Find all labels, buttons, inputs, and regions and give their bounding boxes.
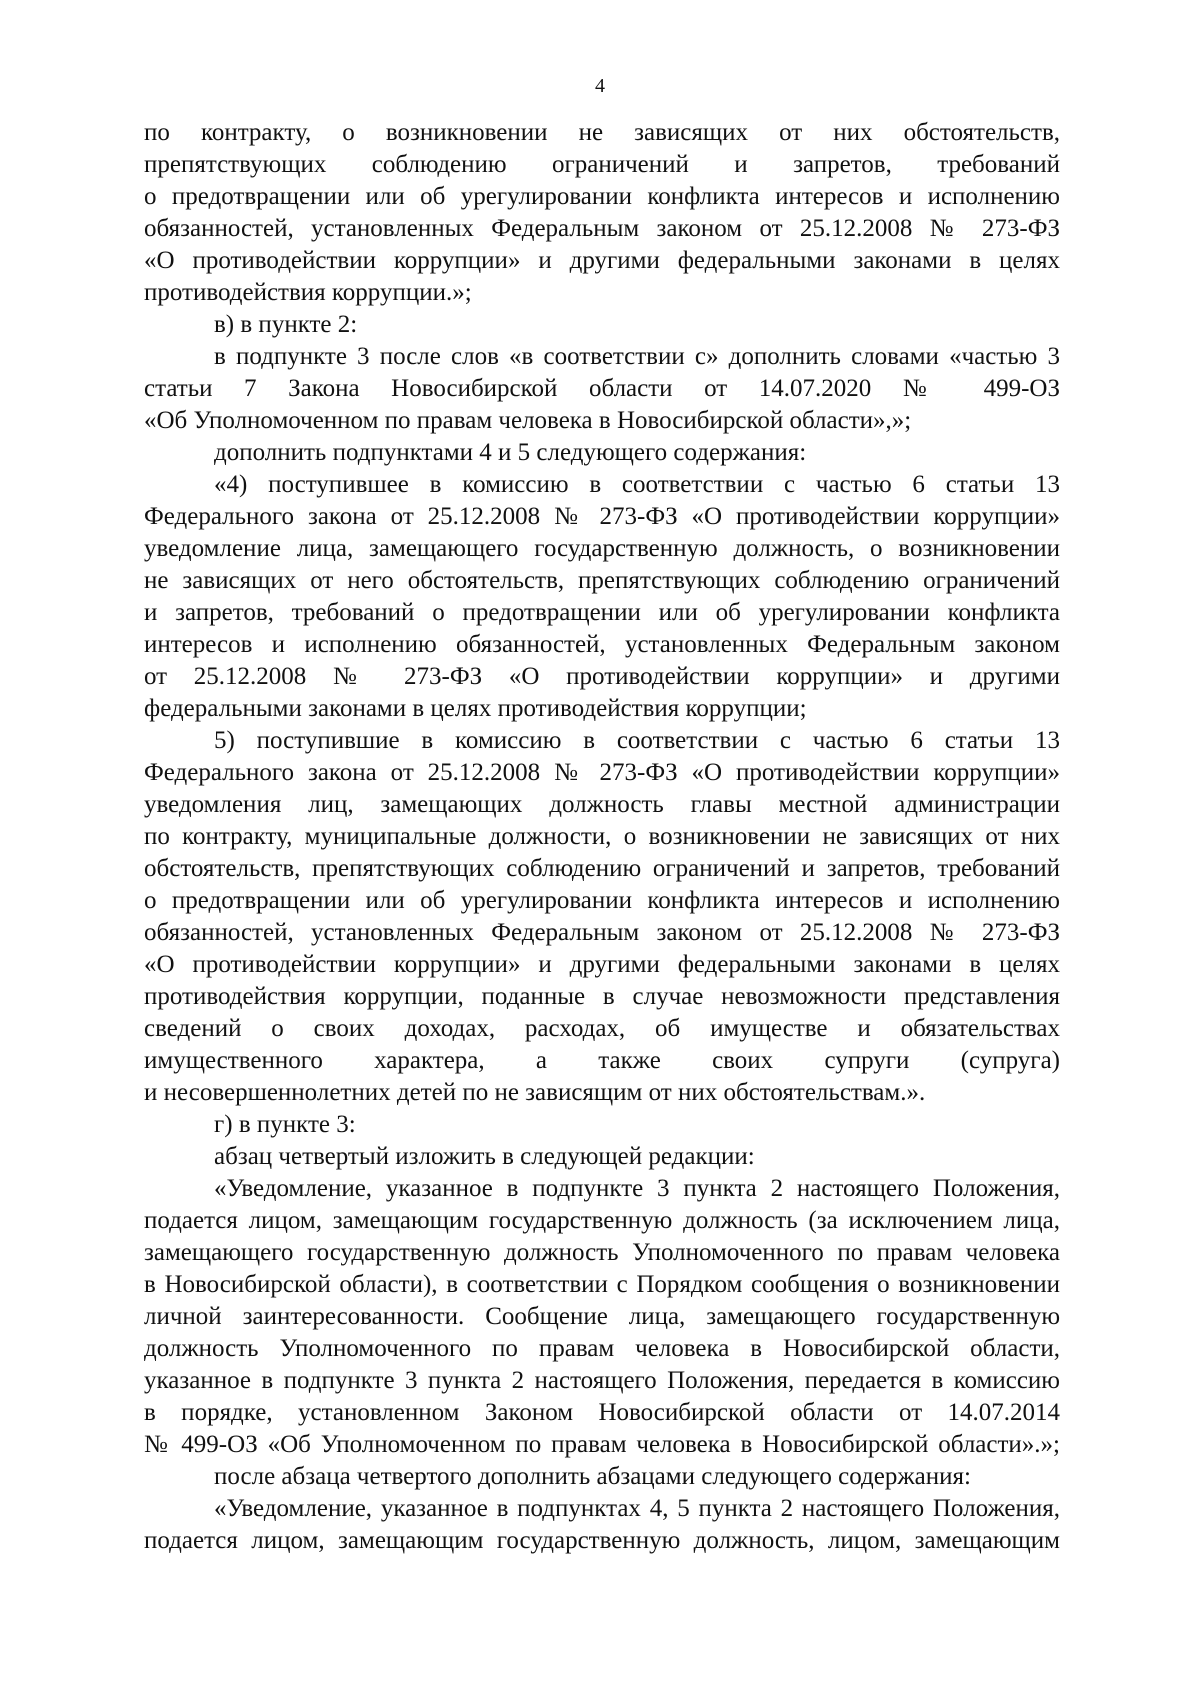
text-line: статьи 7 Закона Новосибирской области от 14.07.2020 № 499-ОЗ — [144, 375, 1060, 402]
text-line: обязанностей, установленных Федеральным законом от 25.12.2008 № 273-ФЗ — [144, 919, 1060, 946]
text-line: противодействия коррупции, поданные в случае невозможности представления — [144, 983, 1060, 1010]
text-line: по контракту, о возникновении не зависящих от них обстоятельств, — [144, 119, 1060, 146]
text-line: обязанностей, установленных Федеральным законом от 25.12.2008 № 273-ФЗ — [144, 215, 1060, 242]
text-line: федеральными законами в целях противодействия коррупции; — [144, 695, 807, 722]
text-line: от 25.12.2008 № 273-ФЗ «О противодействии коррупции» и другими — [144, 663, 1060, 690]
text-line: не зависящих от него обстоятельств, препятствующих соблюдению ограничений — [144, 567, 1060, 594]
text-line: обстоятельств, препятствующих соблюдению ограничений и запретов, требований — [144, 855, 1060, 882]
text-line: «Уведомление, указанное в подпунктах 4, 5 пункта 2 настоящего Положения, — [214, 1495, 1060, 1522]
text-line: абзац четвертый изложить в следующей редакции: — [214, 1143, 755, 1170]
text-line: № 499-ОЗ «Об Уполномоченном по правам человека в Новосибирской области».»; — [144, 1431, 1060, 1458]
text-line: «Уведомление, указанное в подпункте 3 пункта 2 настоящего Положения, — [214, 1175, 1060, 1202]
text-line: в подпункте 3 после слов «в соответствии с» дополнить словами «частью 3 — [214, 343, 1060, 370]
text-line: имущественного характера, а также своих супруги (супруга) — [144, 1047, 1060, 1074]
text-line: указанное в подпункте 3 пункта 2 настоящего Положения, передается в комиссию — [144, 1367, 1060, 1394]
text-line: в порядке, установленном Законом Новосибирской области от 14.07.2014 — [144, 1399, 1060, 1426]
text-line: уведомление лица, замещающего государственную должность, о возникновении — [144, 535, 1060, 562]
text-line: Федерального закона от 25.12.2008 № 273-ФЗ «О противодействии коррупции» — [144, 503, 1060, 530]
text-line: г) в пункте 3: — [214, 1111, 356, 1138]
body-text — [144, 117, 1060, 1557]
text-line: «О противодействии коррупции» и другими федеральными законами в целях — [144, 951, 1060, 978]
text-line: «4) поступившее в комиссию в соответствии с частью 6 статьи 13 — [214, 471, 1060, 498]
text-line: противодействия коррупции.»; — [144, 279, 472, 306]
text-line: уведомления лиц, замещающих должность главы местной администрации — [144, 791, 1060, 818]
text-line: интересов и исполнению обязанностей, установленных Федеральным законом — [144, 631, 1060, 658]
text-line: о предотвращении или об урегулировании конфликта интересов и исполнению — [144, 183, 1060, 210]
text-line: препятствующих соблюдению ограничений и запретов, требований — [144, 151, 1060, 178]
text-line: по контракту, муниципальные должности, о возникновении не зависящих от них — [144, 823, 1060, 850]
page-number: 4 — [595, 75, 605, 97]
text-line: о предотвращении или об урегулировании конфликта интересов и исполнению — [144, 887, 1060, 914]
text-line: после абзаца четвертого дополнить абзацами следующего содержания: — [214, 1463, 971, 1490]
text-line: Федерального закона от 25.12.2008 № 273-ФЗ «О противодействии коррупции» — [144, 759, 1060, 786]
text-line: сведений о своих доходах, расходах, об имуществе и обязательствах — [144, 1015, 1060, 1042]
text-line: дополнить подпунктами 4 и 5 следующего содержания: — [214, 439, 807, 466]
text-line: замещающего государственную должность Уполномоченного по правам человека — [144, 1239, 1060, 1266]
text-line: подается лицом, замещающим государственную должность (за исключением лица, — [144, 1207, 1060, 1234]
text-line: и запретов, требований о предотвращении или об урегулировании конфликта — [144, 599, 1060, 626]
text-line: «Об Уполномоченном по правам человека в Новосибирской области»,»; — [144, 407, 912, 434]
text-line: должность Уполномоченного по правам человека в Новосибирской области, — [144, 1335, 1060, 1362]
text-line: подается лицом, замещающим государственную должность, лицом, замещающим — [144, 1527, 1060, 1554]
text-line: в) в пункте 2: — [214, 311, 358, 338]
text-line: личной заинтересованности. Сообщение лица, замещающего государственную — [144, 1303, 1060, 1330]
text-line: в Новосибирской области), в соответствии с Порядком сообщения о возникновении — [144, 1271, 1060, 1298]
text-line: 5) поступившие в комиссию в соответствии с частью 6 статьи 13 — [214, 727, 1060, 754]
text-line: «О противодействии коррупции» и другими федеральными законами в целях — [144, 247, 1060, 274]
text-line: и несовершеннолетних детей по не зависящим от них обстоятельствам.». — [144, 1079, 926, 1106]
